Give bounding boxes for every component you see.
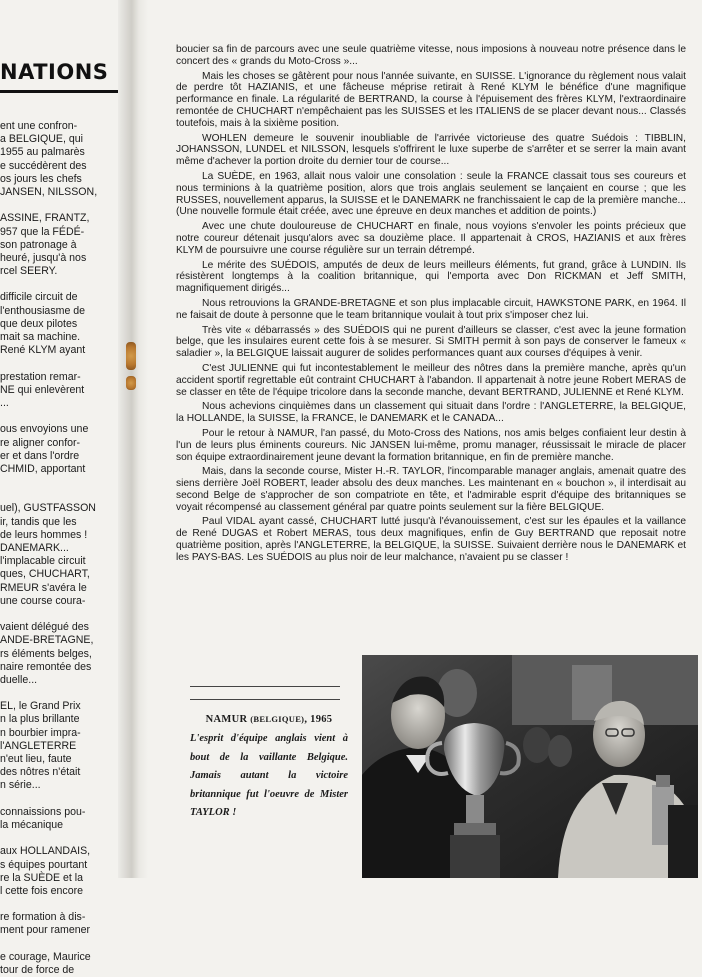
left-text-line: ent une confron- <box>0 120 78 132</box>
left-text-line <box>0 793 122 806</box>
left-text-line: ASSINE, FRANTZ, <box>0 212 90 225</box>
article-paragraph: Pour le retour à NAMUR, l'an passé, du Moto-Cross des Nations, nos amis belges confiaient leur destin à l'un de leurs plus éminents coureurs. Nic JANSEN lui-même, promu manager, réussissait le miracle de placer son équipe extraordinairement jeune devant la formation britannique, en fin de première manche. <box>176 427 686 463</box>
left-text-line: la mécanique <box>0 818 64 831</box>
left-text-line: de leurs hommes ! <box>0 528 88 541</box>
left-text-line: 1955 au palmarès <box>0 146 85 159</box>
left-text-line: EL, le Grand Prix <box>0 700 81 713</box>
left-text-line: uel), GUSTFASSON <box>0 502 96 515</box>
left-text-line: NE qui enlevèrent <box>0 383 85 396</box>
left-text-line: e courage, Maurice <box>0 950 91 963</box>
caption-year: , 1965 <box>304 714 333 725</box>
left-text-line: son patronage à <box>0 238 77 251</box>
left-text-line: ques, CHUCHART, <box>0 568 90 581</box>
article-paragraph: Nous achevions cinquièmes dans un classement qui situait dans l'ordre : l'ANGLETERRE, la BELGIQUE, la HOLLANDE, la SUISSE, la FRANCE, le DANEMARK et le CANADA... <box>176 401 686 425</box>
left-text-line: s équipes pourtant <box>0 858 88 871</box>
left-text-line: duelle... <box>0 673 38 686</box>
left-text-line <box>0 608 122 621</box>
left-text-line: n bourbier impra- <box>0 726 81 739</box>
trophy-photo <box>362 655 698 878</box>
left-text-line: CHMID, apportant <box>0 462 86 475</box>
caption-title <box>190 714 348 725</box>
left-text-line: l'enthousiasme de <box>0 304 86 317</box>
left-text-line: e succédèrent des <box>0 159 87 172</box>
staple-lower <box>126 376 136 390</box>
article-paragraph: Mais, dans la seconde course, Mister H.-R. TAYLOR, l'incomparable manager anglais, amenait quatre des siens derrière Joël ROBERT, leader absolu des deux manches. Les maintenant en « bouchon », il interdisait au second Belge de s'approcher de son compatriote en tête, et l'admirable esprit d'équipe des britanniques se voyait récompensé au classement général par quatre points seulement sur la fière BELGIQUE. <box>176 466 686 513</box>
article-body <box>176 44 686 567</box>
left-page-column <box>0 0 122 976</box>
left-text-line: re la SUÈDE et la <box>0 871 84 884</box>
staple-upper <box>126 342 136 370</box>
left-text-line: n série... <box>0 779 41 792</box>
left-text-line: ment pour ramener <box>0 924 91 937</box>
left-text-line: RMEUR s'avéra le <box>0 581 87 594</box>
article-paragraph: boucier sa fin de parcours avec une seule quatrième vitesse, nous imposions à nouveau notre présence dans le concert des « grands du Moto-Cross »... <box>176 44 686 67</box>
left-text-line: aux HOLLANDAIS, <box>0 845 91 858</box>
left-text-line: JANSEN, NILSSON, <box>0 185 98 198</box>
left-text-line: tour de force de <box>0 964 75 976</box>
article-paragraph: C'est JULIENNE qui fut incontestablement le meilleur des nôtres dans la première manche, après qu'un accident sportif regrettable eût contraint CHUCHART à l'abandon. Il appartenait à notre jeune Robert MERAS de se classer en tête de l'équipe tricolore dans la seconde manche, devant BERTRAND, JULIENNE et René KLYM. <box>176 362 686 398</box>
left-text-line: difficile circuit de <box>0 291 78 304</box>
left-text-line <box>0 687 122 700</box>
photo-caption <box>190 714 348 823</box>
article-paragraph: Le mérite des SUÉDOIS, amputés de deux de leurs meilleurs éléments, fut grand, grâce à LUNDIN. Ils résistèrent longtemps à la coalition britannique, qui l'emporta avec Don RICKMAN et Jeff SMITH, magnifiquement dirigés... <box>176 259 686 295</box>
heading-rule <box>0 90 120 93</box>
left-text-line: n la plus brillante <box>0 713 80 726</box>
article-paragraph: Mais les choses se gâtèrent pour nous l'année suivante, en SUISSE. L'ignorance du règlement nous valait de perdre tôt HAZIANIS, et une fâcheuse méprise retirait à René KLYM le bénéfice d'une magnifique performance en finale. La régularité de BERTRAND, la course à l'épuisement des frères KLYM, l'extraordinaire remontée de CHUCHART n'empêchaient pas les SUISSES et les ITALIENS de se placer devant nous... Classés toutefois, mais à la sixième position. <box>176 70 686 129</box>
left-text-line: René KLYM ayant <box>0 344 86 357</box>
left-text-line: re formation à dis- <box>0 911 86 924</box>
left-text-line: vaient délégué des <box>0 621 89 634</box>
left-text-line: l'implacable circuit <box>0 555 86 568</box>
left-text-line: a BELGIQUE, qui <box>0 133 84 146</box>
left-text-line: des nôtres n'était <box>0 766 81 779</box>
left-text-line: naire remontée des <box>0 660 92 673</box>
left-text-line: connaissions pou- <box>0 805 86 818</box>
caption-country: (BELGIQUE) <box>250 714 305 724</box>
left-text-line <box>0 410 122 423</box>
left-text-line: l'ANGLETERRE <box>0 739 77 752</box>
trophy-photo-illustration <box>362 655 698 878</box>
left-text-line: DANEMARK... <box>0 542 69 554</box>
left-text-line <box>0 938 122 951</box>
left-page-heading: NATIONS <box>0 60 109 84</box>
left-text-line: mait sa machine. <box>0 331 81 343</box>
left-text-line <box>0 898 122 911</box>
left-text-line <box>0 278 122 291</box>
left-text-line: heuré, jusqu'à nos <box>0 251 87 264</box>
article-paragraph: La SUÈDE, en 1963, allait nous valoir une consolation : seule la FRANCE classait tous ses coureurs et nous terminions à la quatrième position, alors que trois anglais seulement se lançaient en course ; que les RUSSES, nouvellement apparus, la SUISSE et le DANEMARK ne franchissaient le cap de la première manche... (Une nouvelle formule était créée, avec une épreuve en deux manches et addition de points.) <box>176 170 686 218</box>
left-text-line: ous envoyions une <box>0 423 89 436</box>
article-paragraph: Avec une chute douloureuse de CHUCHART en finale, nous voyions s'envoler les points précieux que notre coureur détenait jusqu'alors avec sa douzième place. Il appartenait à CROS, HAZIANIS et aux frères KLYM de poursuivre une course régulière sur un terrain détrempé. <box>176 221 686 256</box>
left-text-line: que deux pilotes <box>0 317 78 330</box>
left-text-line: rcel SEERY. <box>0 265 58 278</box>
caption-text: L'esprit d'équipe anglais vient à bout de la vaillante Belgique. Jamais autant la victoire britannique fut l'oeuvre de Mister TAYLOR ! <box>190 733 348 818</box>
left-text-line: os jours les chefs <box>0 172 82 185</box>
caption-rule-top <box>190 686 340 687</box>
left-text-line: n'eut lieu, faute <box>0 753 72 765</box>
article-paragraph: Nous retrouvions la GRANDE-BRETAGNE et son plus implacable circuit, HAWKSTONE PARK, en 1964. Il ne faisait de doute à personne que le team britannique voulait à tout prix s'imposer chez lui. <box>176 297 686 321</box>
article-paragraph: WOHLEN demeure le souvenir inoubliable de l'arrivée victorieuse des quatre Suédois : TIBBLIN, JOHANSSON, LUNDEL et NILSSON, lesquels s'offrirent le luxe superbe de s'arrêter et se serrer la main avant même d'achever la portion droite du dernier tour de course... <box>176 132 686 168</box>
article-paragraph: Très vite « débarrassés » des SUÉDOIS qui ne purent d'ailleurs se classer, c'est avec la jeune formation belge, que les insulaires eurent cette fois à se mesurer. Si SMITH permit à son pays de conserver le fameux « saladier », la BELGIQUE laissait augurer de solides performances quant aux courses d'équipes à venir. <box>176 324 686 360</box>
left-text-line: ... <box>0 396 9 409</box>
left-text-line: prestation remar- <box>0 370 81 383</box>
caption-rule-bottom <box>190 699 340 700</box>
left-text-line <box>0 199 122 212</box>
left-text-line: re aligner confor- <box>0 436 81 449</box>
left-text-line: ANDE-BRETAGNE, <box>0 634 94 647</box>
left-text-line: ir, tandis que les <box>0 515 77 528</box>
left-text-line <box>0 489 122 502</box>
page-gutter <box>118 0 148 878</box>
left-text-line: 957 que la FÉDÉ- <box>0 225 85 238</box>
left-text-line <box>0 357 122 370</box>
left-text-line <box>0 832 122 845</box>
left-page-text <box>0 120 122 977</box>
left-text-line: er et dans l'ordre <box>0 449 80 462</box>
left-text-line: une course coura- <box>0 594 86 607</box>
left-text-line: l cette fois encore <box>0 884 84 897</box>
left-text-line: rs éléments belges, <box>0 647 92 660</box>
caption-place: NAMUR <box>205 714 248 725</box>
article-paragraph: Paul VIDAL ayant cassé, CHUCHART lutté jusqu'à l'évanouissement, c'est sur les épaules et la vaillance de René DUGAS et Robert MERAS, tous deux magnifiques, enfin de Guy BERTRAND que reposait notre quatrième position, après l'ANGLETERRE, la BELGIQUE, la SUISSE. Suivaient derrière nous le DANEMARK et les PAYS-BAS. Les SUÉDOIS au plus noir de leur malchance, n'avaient pu se classer ! <box>176 516 686 563</box>
left-text-line <box>0 476 122 489</box>
